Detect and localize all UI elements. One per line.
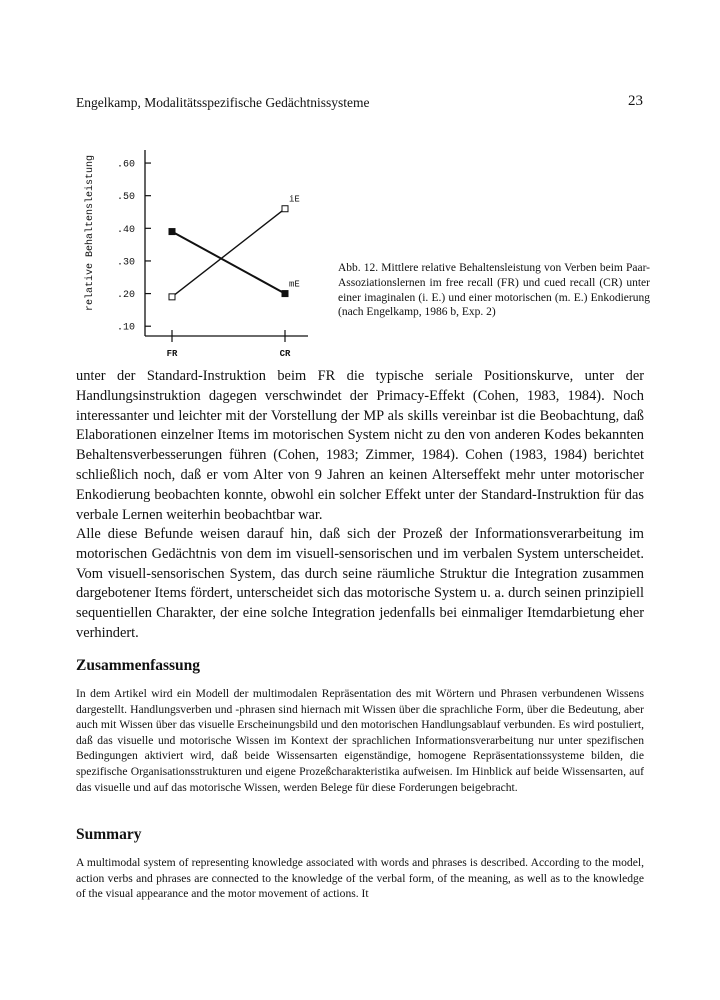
y-tick-label: .40	[117, 224, 136, 236]
body-paragraph-2: Alle diese Befunde weisen darauf hin, daß sich der Prozeß der Informationsverarbeitung im motorischen Gedächtnis von dem im visuell-sensorischen und im verbalen System unterscheidet. Vom visuell-sensorischen System, das durch seine räumliche Struktur die Integration zusammen dargebotener Items fördert, unterscheidet sich das motorische System u. a. durch seinen prinzipiell sequentiellen Charakter, der eine solche Integration jedenfalls bei einmaliger Itemdarbietung eher verhindert.	[76, 526, 644, 641]
x-tick-label: FR	[166, 349, 178, 359]
y-tick-label: .30	[117, 257, 136, 269]
figure-12	[78, 138, 328, 363]
figure-caption: Abb. 12. Mittlere relative Behaltensleistung von Verben beim Paar-Assoziationslernen im free recall (FR) und cued recall (CR) unter einer imaginalen (i. E.) und einer motorischen (m. E.) Enkodierung (nach Engelkamp, 1986 b, Exp. 2)	[338, 262, 650, 319]
series-label-iE: iE	[289, 194, 300, 205]
data-point-iE-CR	[282, 206, 288, 212]
line-chart	[78, 138, 328, 363]
section-heading-summary: Summary	[76, 826, 142, 843]
body-paragraph-1: unter der Standard-Instruktion beim FR die typische seriale Positionskurve, unter der Handlungsinstruktion dagegen verschwindet der Primacy-Effekt (Cohen, 1983, 1984). Noch interessanter und leichter mit der Vorstellung der MP als skills vereinbar ist die Beobachtung, daß Elaborationen einzelner Items im motorischen System nicht zu den von anderen Kodes bekannten Behaltensverbesserungen führen (Cohen, 1983; Zimmer, 1984). Cohen (1983, 1984) berichtet schließlich noch, daß er vom Alter von 9 Jahren an keinen Alterseffekt mehr unter motorischer Enkodierung beobachten konnte, obwohl ein solcher Effekt unter der Standard-Instruktion für das verbale Lernen weiterhin beobachtbar war.	[76, 368, 644, 523]
data-point-mE-CR	[282, 291, 288, 297]
y-tick-label: .10	[117, 322, 136, 334]
data-point-mE-FR	[169, 229, 175, 235]
page-number: 23	[628, 93, 643, 109]
summary-text: A multimodal system of representing knowledge associated with words and phrases is described. According to the model, action verbs and phrases are connected to the knowledge of the verbal form, of the meaning, as well as to the knowledge of the visual appearance and the motor movement of actions. It	[76, 856, 644, 901]
y-axis-label: relative Behaltensleistung	[85, 154, 96, 312]
y-tick-label: .60	[117, 159, 136, 171]
data-point-iE-FR	[169, 294, 175, 300]
y-tick-label: .20	[117, 290, 136, 302]
y-tick-label: .50	[117, 192, 136, 204]
zusammenfassung-text: In dem Artikel wird ein Modell der multimodalen Repräsentation des mit Wörtern und Phrasen verbundenen Wissens dargestellt. Handlungsverben und -phrasen sind hiernach mit Wissen über die sprachliche Form, über die Bedeutung, aber auch mit Wissen über das visuelle Erscheinungsbild und den motorischen Handlungsablauf verbunden. Es wird postuliert, daß das visuelle und motorische Wissen im Kontext der sprachlichen Informationsverarbeitung nur unter spezifischen Bedingungen aktiviert wird, daß beide Wissensarten eigenständige, homogene Repräsentationssysteme bilden, die spezifische Organisationsstrukturen und eigene Prozeßcharakteristika aufweisen. Im Hinblick auf beide Wissensarten, auf das visuelle und auf das motorische Wissen, werden Belege für diese Forderungen beigebracht.	[76, 687, 644, 794]
x-tick-label: CR	[279, 349, 291, 359]
section-heading-zusammenfassung: Zusammenfassung	[76, 657, 201, 674]
series-label-mE: mE	[289, 279, 300, 290]
running-head: Engelkamp, Modalitätsspezifische Gedächtnissysteme	[76, 95, 370, 110]
